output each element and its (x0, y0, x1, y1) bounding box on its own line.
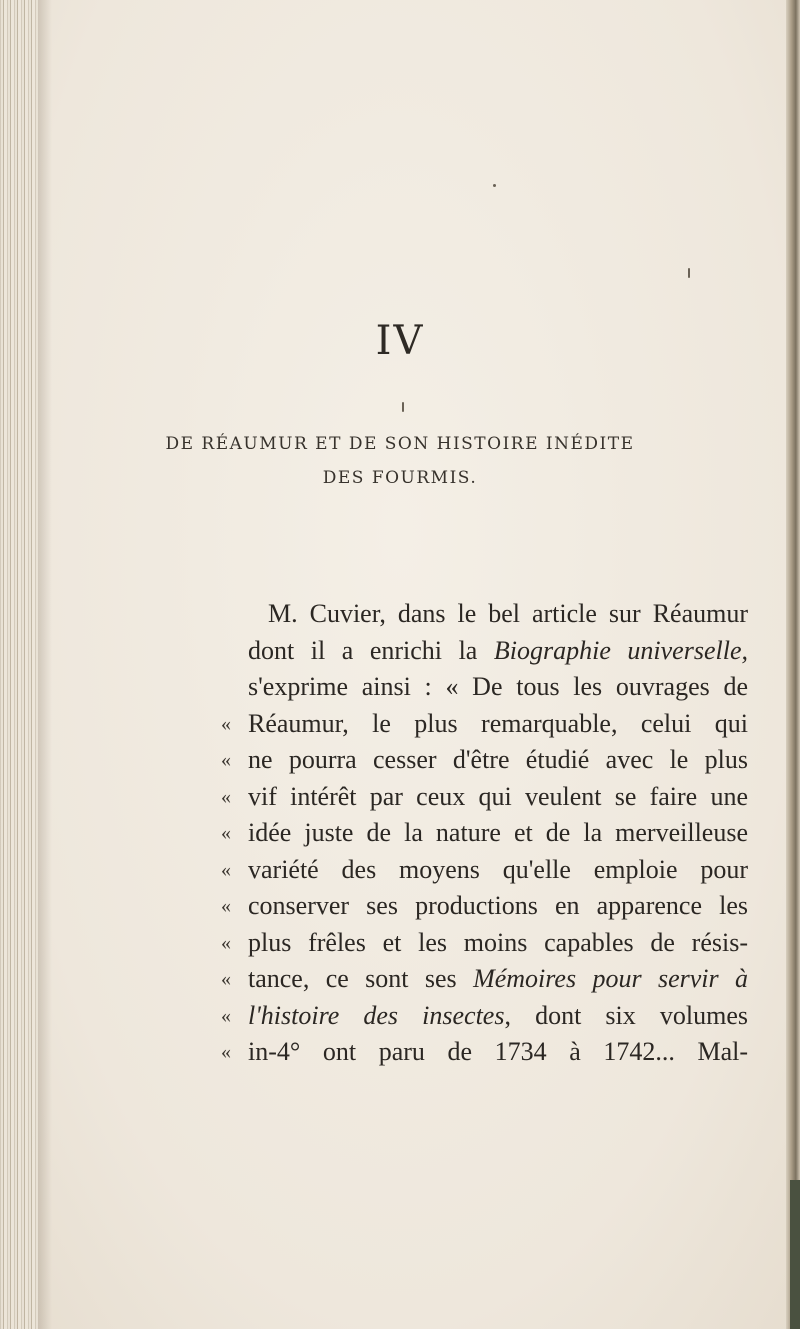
italic-title: Mémoires pour servir à (473, 964, 748, 993)
text-line: « l'histoire des insectes, dont six volumes (248, 998, 748, 1035)
text-line: « variété des moyens qu'elle emploie pour (248, 852, 748, 889)
quote-mark: « (221, 968, 231, 990)
quote-mark: « (221, 895, 231, 917)
page-right-edge-bottom (790, 1180, 800, 1329)
text-line: « Réaumur, le plus remarquable, celui qui (248, 706, 748, 743)
text-line: s'exprime ainsi : « De tous les ouvrages de (248, 672, 748, 701)
quote-mark: « (221, 749, 231, 771)
quote-mark: « (221, 1041, 231, 1063)
stray-mark (688, 268, 690, 278)
text-line: « in-4° ont paru de 1734 à 1742... Mal- (248, 1034, 748, 1071)
quote-mark: « (221, 712, 231, 735)
chapter-number: IV (375, 318, 425, 364)
italic-title: Biographie universelle, (493, 635, 748, 665)
binding-shadow (38, 0, 52, 1329)
stray-mark (402, 402, 404, 412)
italic-title: l'histoire des insectes (248, 1000, 505, 1030)
quote-mark: « (221, 1004, 231, 1027)
text-line: dont il a enrichi la Biographie universelle, (248, 635, 748, 665)
text-line: « ne pourra cesser d'être étudié avec le plus (248, 742, 748, 779)
book-binding (0, 0, 38, 1329)
text-line: « vif intérêt par ceux qui veulent se faire une (248, 779, 748, 816)
body-text (221, 596, 748, 1071)
quote-mark: « (221, 822, 231, 844)
quote-mark: « (221, 931, 231, 954)
stray-mark (493, 184, 496, 187)
quote-mark: « (221, 785, 231, 808)
chapter-heading-line-1: DE RÉAUMUR ET DE SON HISTOIRE INÉDITE (165, 434, 635, 454)
text-line: « conserver ses productions en apparence les (248, 888, 748, 925)
text-line: M. Cuvier, dans le bel article sur Réaumur (268, 599, 748, 628)
text-line: « plus frêles et les moins capables de résis- (248, 925, 748, 962)
quote-mark: « (221, 858, 231, 881)
text-line: « idée juste de la nature et de la merveilleuse (248, 815, 748, 852)
chapter-heading-line-2: DES FOURMIS. (322, 468, 478, 488)
text-line: « tance, ce sont ses Mémoires pour servir à (248, 961, 748, 998)
page-right-edge (786, 0, 800, 1329)
